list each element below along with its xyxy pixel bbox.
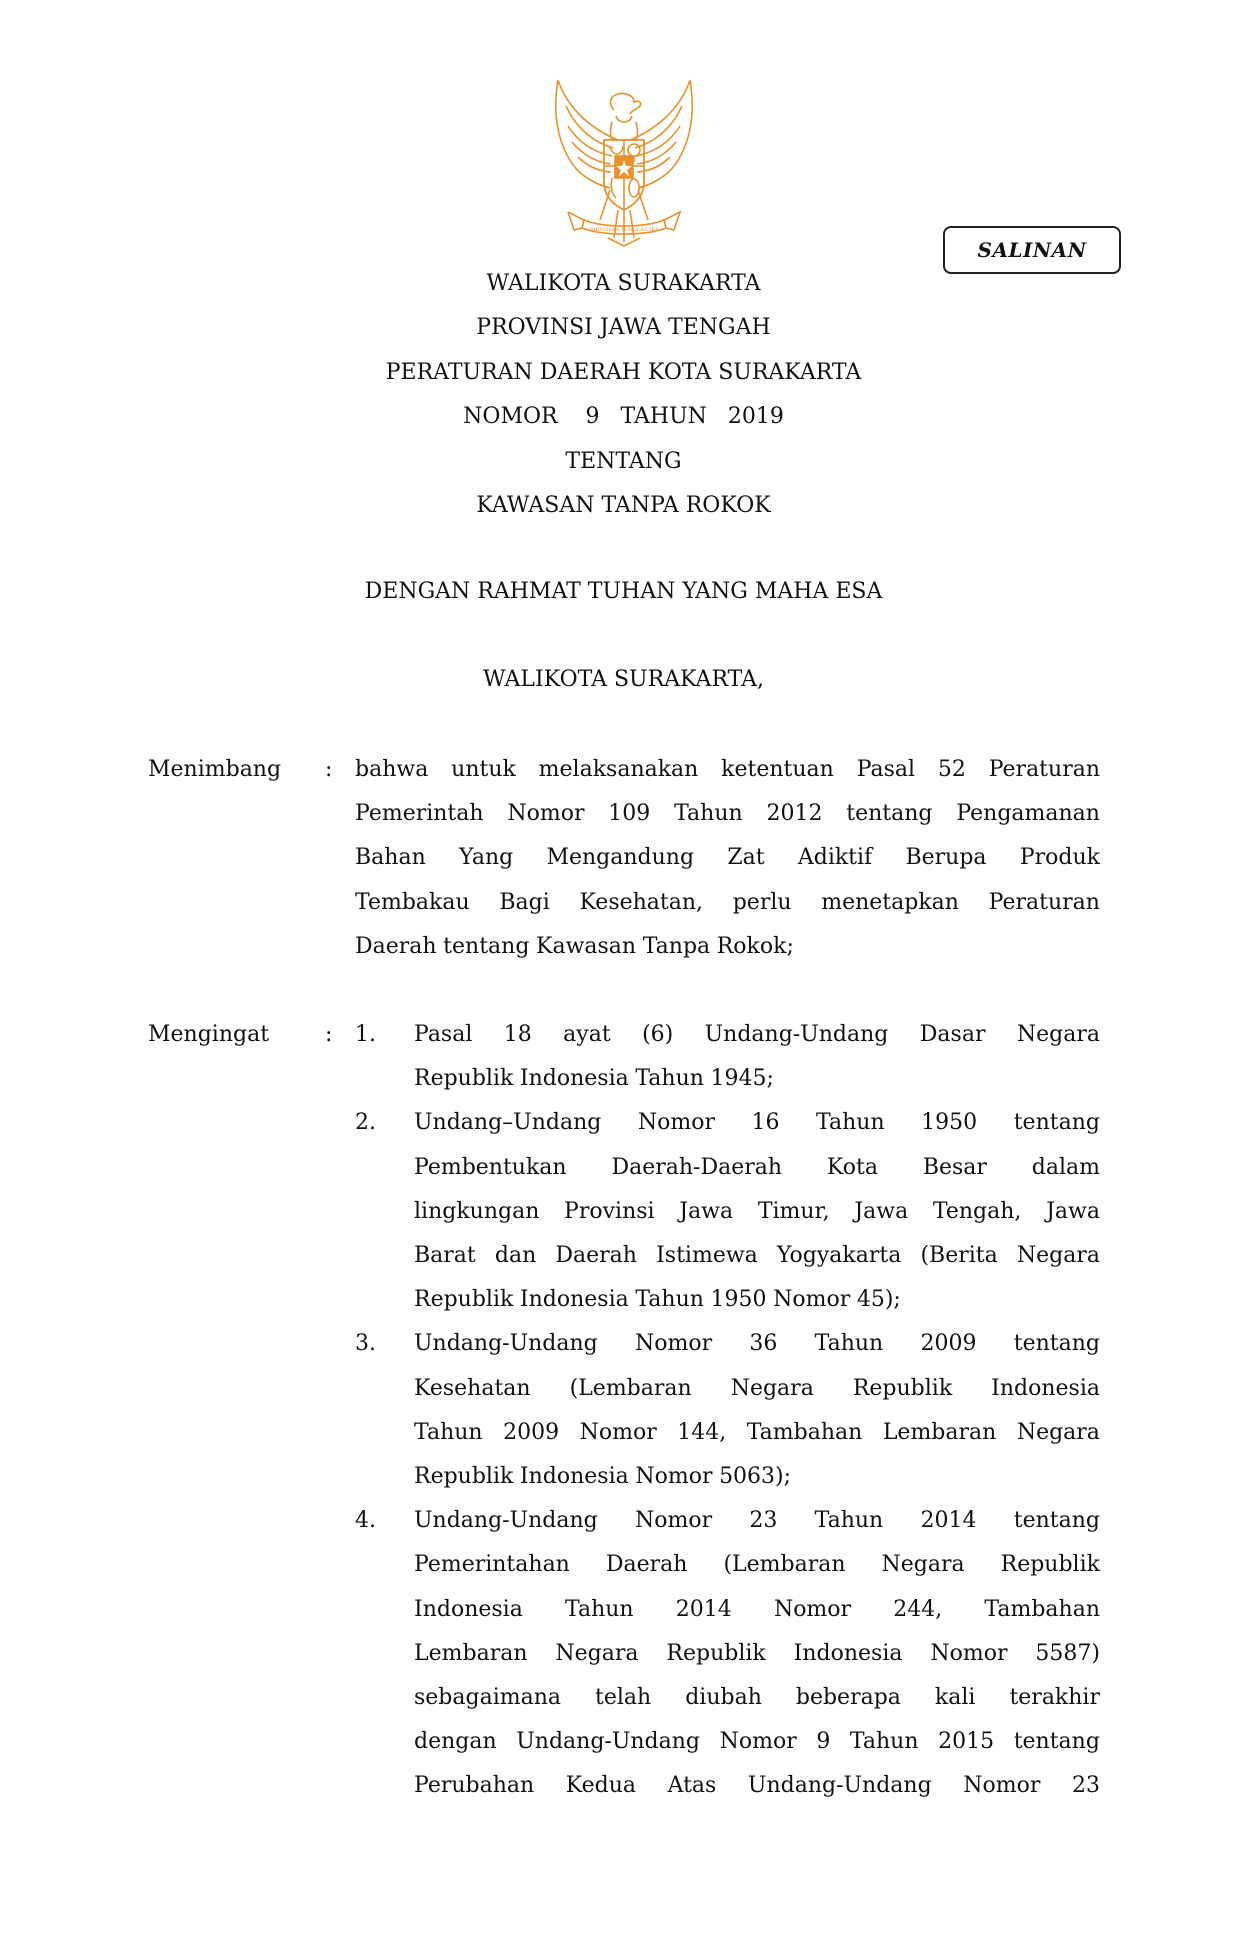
list-item-text <box>414 1499 1100 1808</box>
list-item-line: Lembaran Negara Republik Indonesia Nomor 5587) <box>414 1640 1100 1666</box>
list-item-line: lingkungan Provinsi Jawa Timur, Jawa Tengah, Jawa <box>414 1198 1100 1224</box>
list-item-number: 4. <box>355 1508 376 1534</box>
list-item-line: Kesehatan (Lembaran Negara Republik Indonesia <box>414 1375 1100 1401</box>
menimbang-label: Menimbang <box>148 757 282 782</box>
list-item-line: Perubahan Kedua Atas Undang-Undang Nomor 23 <box>414 1773 1100 1799</box>
salinan-label: SALINAN <box>977 238 1087 262</box>
list-item-text <box>414 1013 1100 1101</box>
garuda-emblem-icon <box>538 70 710 250</box>
list-item-line: Indonesia Tahun 2014 Nomor 244, Tambahan <box>414 1596 1100 1622</box>
list-item-line: Pemerintahan Daerah (Lembaran Negara Republik <box>414 1552 1100 1578</box>
list-item-number: 3. <box>355 1331 376 1357</box>
menimbang-line: Bahan Yang Mengandung Zat Adiktif Berupa Produk <box>355 845 1100 871</box>
invocation: DENGAN RAHMAT TUHAN YANG MAHA ESA <box>364 579 883 604</box>
list-item-line: Barat dan Daerah Istimewa Yogyakarta (Berita Negara <box>414 1243 1100 1268</box>
heading-tentang: TENTANG <box>565 448 682 474</box>
document-heading <box>0 262 1247 528</box>
mayor-line: WALIKOTA SURAKARTA, <box>483 667 764 692</box>
list-item-line: Republik Indonesia Tahun 1945; <box>414 1066 774 1092</box>
list-item-text <box>414 1322 1100 1499</box>
list-item-number: 2. <box>355 1110 376 1136</box>
list-item-line: Republik Indonesia Nomor 5063); <box>414 1464 792 1489</box>
list-item-line: sebagaimana telah diubah beberapa kali terakhir <box>414 1685 1100 1710</box>
menimbang-line: bahwa untuk melaksanakan ketentuan Pasal 52 Peraturan <box>355 757 1100 782</box>
menimbang-line: Tembakau Bagi Kesehatan, perlu menetapkan Peraturan <box>355 889 1100 915</box>
list-item-number: 1. <box>355 1022 376 1047</box>
heading-number-year: NOMOR 9 TAHUN 2019 <box>463 404 784 430</box>
mengingat-colon: : <box>325 1022 333 1047</box>
mengingat-label: Mengingat <box>148 1022 270 1047</box>
list-item-line: dengan Undang-Undang Nomor 9 Tahun 2015 tentang <box>414 1729 1100 1755</box>
menimbang-paragraph <box>355 748 1100 969</box>
menimbang-line: Daerah tentang Kawasan Tanpa Rokok; <box>355 933 794 959</box>
menimbang-colon: : <box>325 757 333 782</box>
list-item-line: Undang-Undang Nomor 36 Tahun 2009 tentang <box>414 1331 1100 1357</box>
list-item-line: Undang-Undang Nomor 23 Tahun 2014 tentang <box>414 1508 1100 1534</box>
list-item-line: Undang–Undang Nomor 16 Tahun 1950 tentang <box>414 1110 1100 1136</box>
heading-province: PROVINSI JAWA TENGAH <box>476 315 771 341</box>
menimbang-line: Pemerintah Nomor 109 Tahun 2012 tentang Pengamanan <box>355 801 1100 827</box>
heading-issuer: WALIKOTA SURAKARTA <box>486 271 761 296</box>
emblem-motto: BHINNEKA TUNGGAL IKA <box>589 227 659 233</box>
list-item-line: Pembentukan Daerah-Daerah Kota Besar dalam <box>414 1154 1100 1180</box>
list-item-line: Tahun 2009 Nomor 144, Tambahan Lembaran Negara <box>414 1419 1100 1445</box>
list-item-text <box>414 1101 1100 1322</box>
list-item-line: Republik Indonesia Tahun 1950 Nomor 45); <box>414 1287 901 1313</box>
list-item-line: Pasal 18 ayat (6) Undang-Undang Dasar Negara <box>414 1022 1100 1047</box>
heading-regulation-type: PERATURAN DAERAH KOTA SURAKARTA <box>385 359 862 385</box>
heading-subject: KAWASAN TANPA ROKOK <box>476 493 771 519</box>
